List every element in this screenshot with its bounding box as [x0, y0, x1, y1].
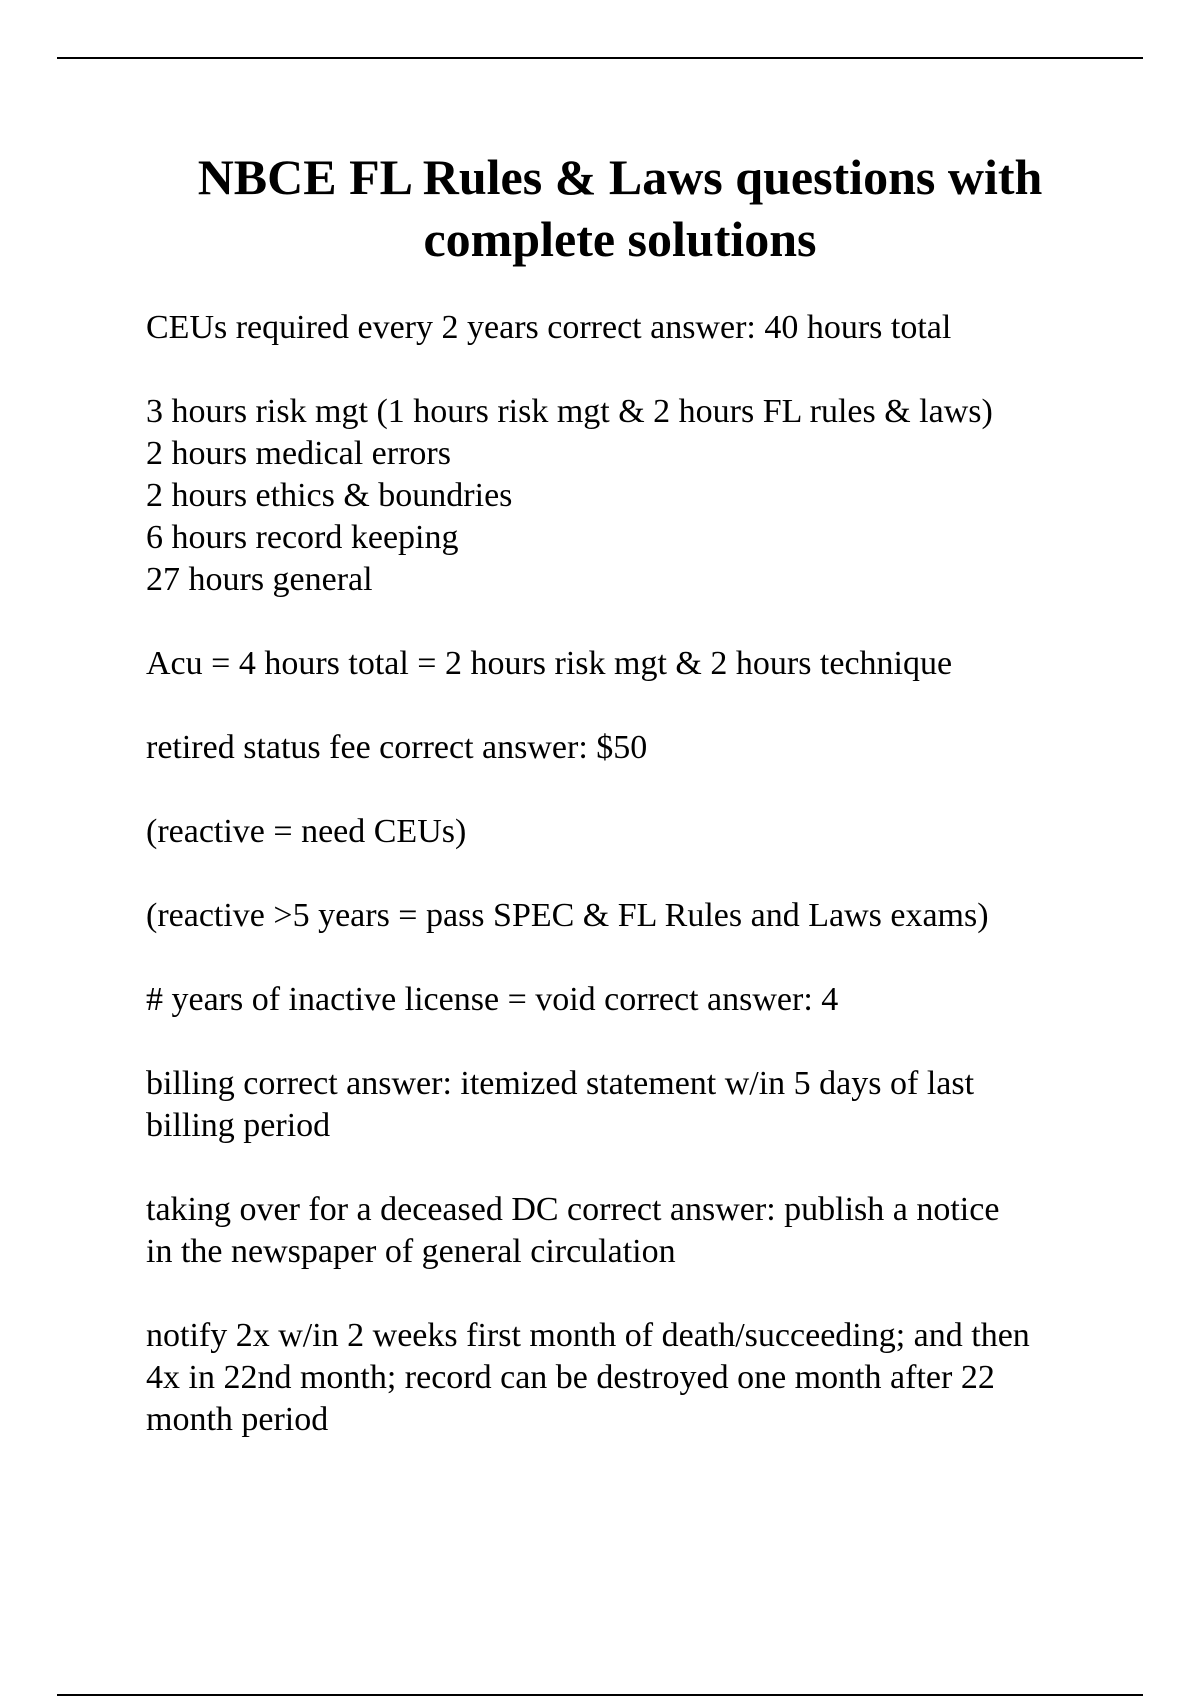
text-line: month period [146, 1401, 329, 1438]
text-line: billing correct answer: itemized statement w/in 5 days of last [146, 1065, 975, 1102]
text-line: notify 2x w/in 2 weeks first month of death/succeeding; and then [146, 1317, 1030, 1354]
paragraph-acu [146, 643, 1146, 685]
paragraph-reactive-exams [146, 895, 1146, 937]
text-line: (reactive = need CEUs) [146, 813, 467, 850]
text-line: (reactive >5 years = pass SPEC & FL Rules and Laws exams) [146, 897, 989, 934]
bottom-divider [57, 1694, 1143, 1696]
title-line: NBCE FL Rules & Laws questions with [197, 149, 1043, 205]
paragraph-retired-fee [146, 727, 1146, 769]
text-line: in the newspaper of general circulation [146, 1233, 676, 1270]
text-line: 6 hours record keeping [146, 519, 459, 556]
text-line: Acu = 4 hours total = 2 hours risk mgt & 2 hours technique [146, 645, 953, 682]
text-line: billing period [146, 1107, 331, 1144]
text-line: retired status fee correct answer: $50 [146, 729, 648, 766]
page-title [100, 146, 1140, 270]
paragraph-reactive-ceus [146, 811, 1146, 853]
paragraph-deceased-dc [146, 1189, 1146, 1273]
document-body [146, 307, 1146, 1483]
text-line: 4x in 22nd month; record can be destroyed one month after 22 [146, 1359, 995, 1396]
paragraph-ceu-breakdown [146, 391, 1146, 601]
paragraph-notify [146, 1315, 1146, 1441]
title-line: complete solutions [423, 211, 817, 267]
paragraph-billing [146, 1063, 1146, 1147]
text-line: CEUs required every 2 years correct answer: 40 hours total [146, 309, 952, 346]
text-line: 2 hours medical errors [146, 435, 451, 472]
text-line: # years of inactive license = void correct answer: 4 [146, 981, 839, 1018]
text-line: 2 hours ethics & boundries [146, 477, 513, 514]
paragraph-inactive-license [146, 979, 1146, 1021]
top-divider [57, 57, 1143, 59]
paragraph-ceus-required [146, 307, 1146, 349]
text-line: 3 hours risk mgt (1 hours risk mgt & 2 hours FL rules & laws) [146, 393, 993, 430]
text-line: taking over for a deceased DC correct answer: publish a notice [146, 1191, 1000, 1228]
text-line: 27 hours general [146, 561, 373, 598]
